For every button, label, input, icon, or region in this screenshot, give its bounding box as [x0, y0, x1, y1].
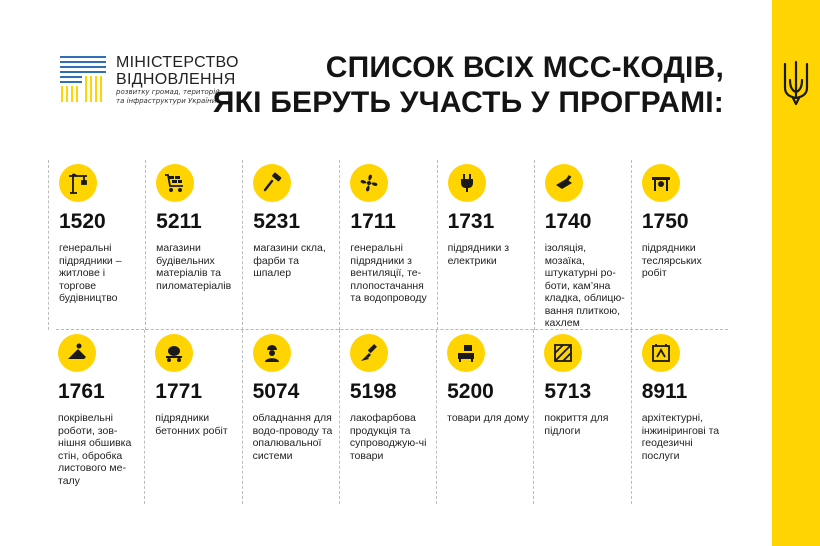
- mcc-code: 5200: [447, 380, 494, 403]
- mcc-description: генеральні підрядники з вентиляції, те-плопостачання та водопроводу: [350, 242, 427, 304]
- mcc-description: обладнання для водо-проводу та опалювальної системи: [252, 412, 333, 462]
- title-line-1: СПИСОК ВСІХ MCC-КОДІВ,: [325, 51, 724, 84]
- floor-icon: [544, 334, 582, 372]
- cart-bricks-icon: [156, 164, 194, 202]
- mcc-description: підрядники теслярських робіт: [641, 242, 702, 279]
- mcc-code: 5074: [252, 380, 300, 403]
- logo-line-2: ВІДНОВЛЕННЯ: [116, 71, 236, 88]
- mcc-item-5231: [242, 160, 339, 330]
- mcc-row-2: [48, 330, 728, 504]
- fan-icon: [350, 164, 388, 202]
- mcc-item-1761: [48, 330, 144, 504]
- mcc-code: 1761: [58, 380, 105, 403]
- plumber-icon: [253, 334, 291, 372]
- mcc-item-8911: [631, 330, 728, 504]
- logo-line-3: розвитку громад, територій: [116, 88, 220, 96]
- mcc-code: 1711: [350, 210, 396, 233]
- ministry-logo-mark-icon: [58, 54, 108, 104]
- mcc-description: товари для дому: [447, 412, 529, 424]
- mcc-item-5200: [436, 330, 533, 504]
- mcc-grid: [48, 160, 728, 504]
- mcc-item-5713: [533, 330, 630, 504]
- mcc-code: 5198: [349, 380, 397, 403]
- mcc-description: покриття для підлоги: [544, 412, 609, 437]
- mcc-item-1771: [144, 330, 241, 504]
- logo-line-4: та інфраструктури України: [116, 97, 217, 105]
- concrete-mixer-icon: [155, 334, 193, 372]
- mcc-code: 1731: [447, 210, 495, 233]
- trident-icon: [780, 58, 812, 106]
- mcc-item-1740: [534, 160, 631, 330]
- ministry-logo: [58, 54, 239, 106]
- mcc-code: 5231: [253, 210, 300, 233]
- mcc-item-1520: [48, 160, 145, 330]
- mcc-item-5211: [145, 160, 242, 330]
- plug-icon: [448, 164, 486, 202]
- blueprint-icon: [642, 334, 680, 372]
- mcc-description: підрядники бетонних робіт: [155, 412, 228, 437]
- saw-table-icon: [642, 164, 680, 202]
- mcc-item-1731: [437, 160, 534, 330]
- mcc-row-1: [48, 160, 728, 330]
- roof-icon: [58, 334, 96, 372]
- mcc-description: архітектурні, інжинірингові та геодезичні послуги: [641, 412, 720, 462]
- mcc-code: 1740: [544, 210, 592, 233]
- mcc-code: 5713: [544, 380, 592, 403]
- mcc-item-1750: [631, 160, 728, 330]
- paint-roller-icon: [253, 164, 291, 202]
- mcc-description: магазини будівельних матеріалів та пиломатеріалів: [156, 242, 232, 292]
- mcc-description: магазини скла, фарби та шпалер: [253, 242, 326, 279]
- mcc-description: покрівельні роботи, зов-нішня обшивка стін, обробка листового ме-талу: [58, 412, 132, 487]
- mcc-item-5074: [242, 330, 339, 504]
- mcc-code: 1520: [59, 210, 106, 233]
- mcc-code: 5211: [156, 210, 202, 233]
- mcc-item-1711: [339, 160, 436, 330]
- mcc-description: ізоляція, мозаїка, штукатурні ро-боти, кам’яна кладка, облицю-вання плиткою, кахлем: [544, 242, 625, 329]
- brush-icon: [350, 334, 388, 372]
- mcc-code: 1750: [641, 210, 689, 233]
- page-title: [213, 50, 724, 120]
- logo-line-1: МІНІСТЕРСТВО: [116, 54, 239, 71]
- mcc-code: 1771: [155, 380, 202, 403]
- trowel-icon: [545, 164, 583, 202]
- mcc-item-5198: [339, 330, 436, 504]
- crane-icon: [59, 164, 97, 202]
- title-line-2: ЯКІ БЕРУТЬ УЧАСТЬ У ПРОГРАМІ:: [212, 86, 724, 119]
- mcc-description: підрядники з електрики: [447, 242, 510, 267]
- mcc-description: лакофарбова продукція та супроводжую-чі товари: [349, 412, 427, 462]
- yellow-side-stripe: [772, 0, 820, 546]
- mcc-code: 8911: [641, 380, 688, 403]
- furniture-icon: [447, 334, 485, 372]
- mcc-description: генеральні підрядники – житлове і торгове будівництво: [59, 242, 122, 304]
